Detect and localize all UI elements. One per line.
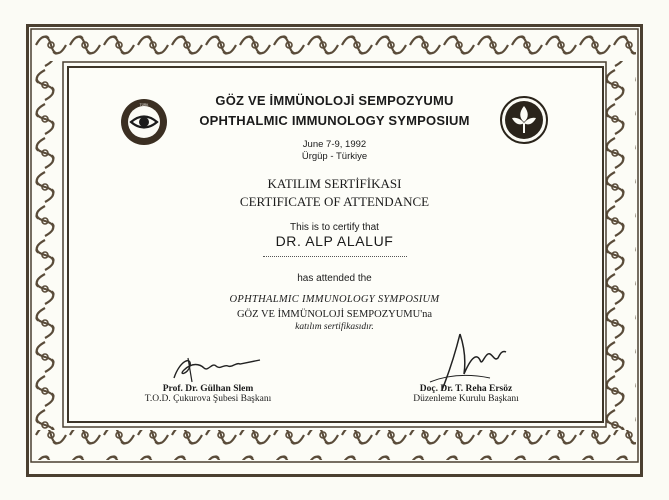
katilim-text: katılım sertifikasıdır. <box>295 322 374 332</box>
title-english: OPHTHALMIC IMMUNOLOGY SYMPOSIUM <box>199 113 470 128</box>
signatory-left-name: Prof. Dr. Gülhan Slem <box>162 384 254 394</box>
recipient-name: DR. ALP ALALUF <box>275 233 394 249</box>
signature-slem <box>170 352 270 386</box>
signatory-right <box>378 384 554 404</box>
symposium-turkish: GÖZ VE İMMÜNOLOJİ SEMPOZYUMU'na <box>236 309 433 320</box>
title-turkish: GÖZ VE İMMÜNOLOJİ SEMPOZYUMU <box>215 93 454 108</box>
certify-text: This is to certify that <box>290 222 379 233</box>
signatory-right-role: Düzenleme Kurulu Başkanı <box>413 394 519 404</box>
attended-text: has attended the <box>297 273 372 284</box>
event-place: Ürgüp - Türkiye <box>301 151 368 162</box>
name-underline <box>263 256 407 257</box>
symposium-english: OPHTHALMIC IMMUNOLOGY SYMPOSIUM <box>229 294 440 305</box>
signatory-left <box>120 384 296 404</box>
signatory-left-role: T.O.D. Çukurova Şubesi Başkanı <box>144 394 272 404</box>
signatory-right-name: Doç. Dr. T. Reha Ersöz <box>419 384 513 394</box>
certificate-title-turkish: KATILIM SERTİFİKASI <box>267 176 402 191</box>
svg-text:TÜRK: TÜRK <box>139 103 149 107</box>
event-date: June 7-9, 1992 <box>302 139 367 150</box>
certificate-title-english: CERTIFICATE OF ATTENDANCE <box>239 194 430 209</box>
